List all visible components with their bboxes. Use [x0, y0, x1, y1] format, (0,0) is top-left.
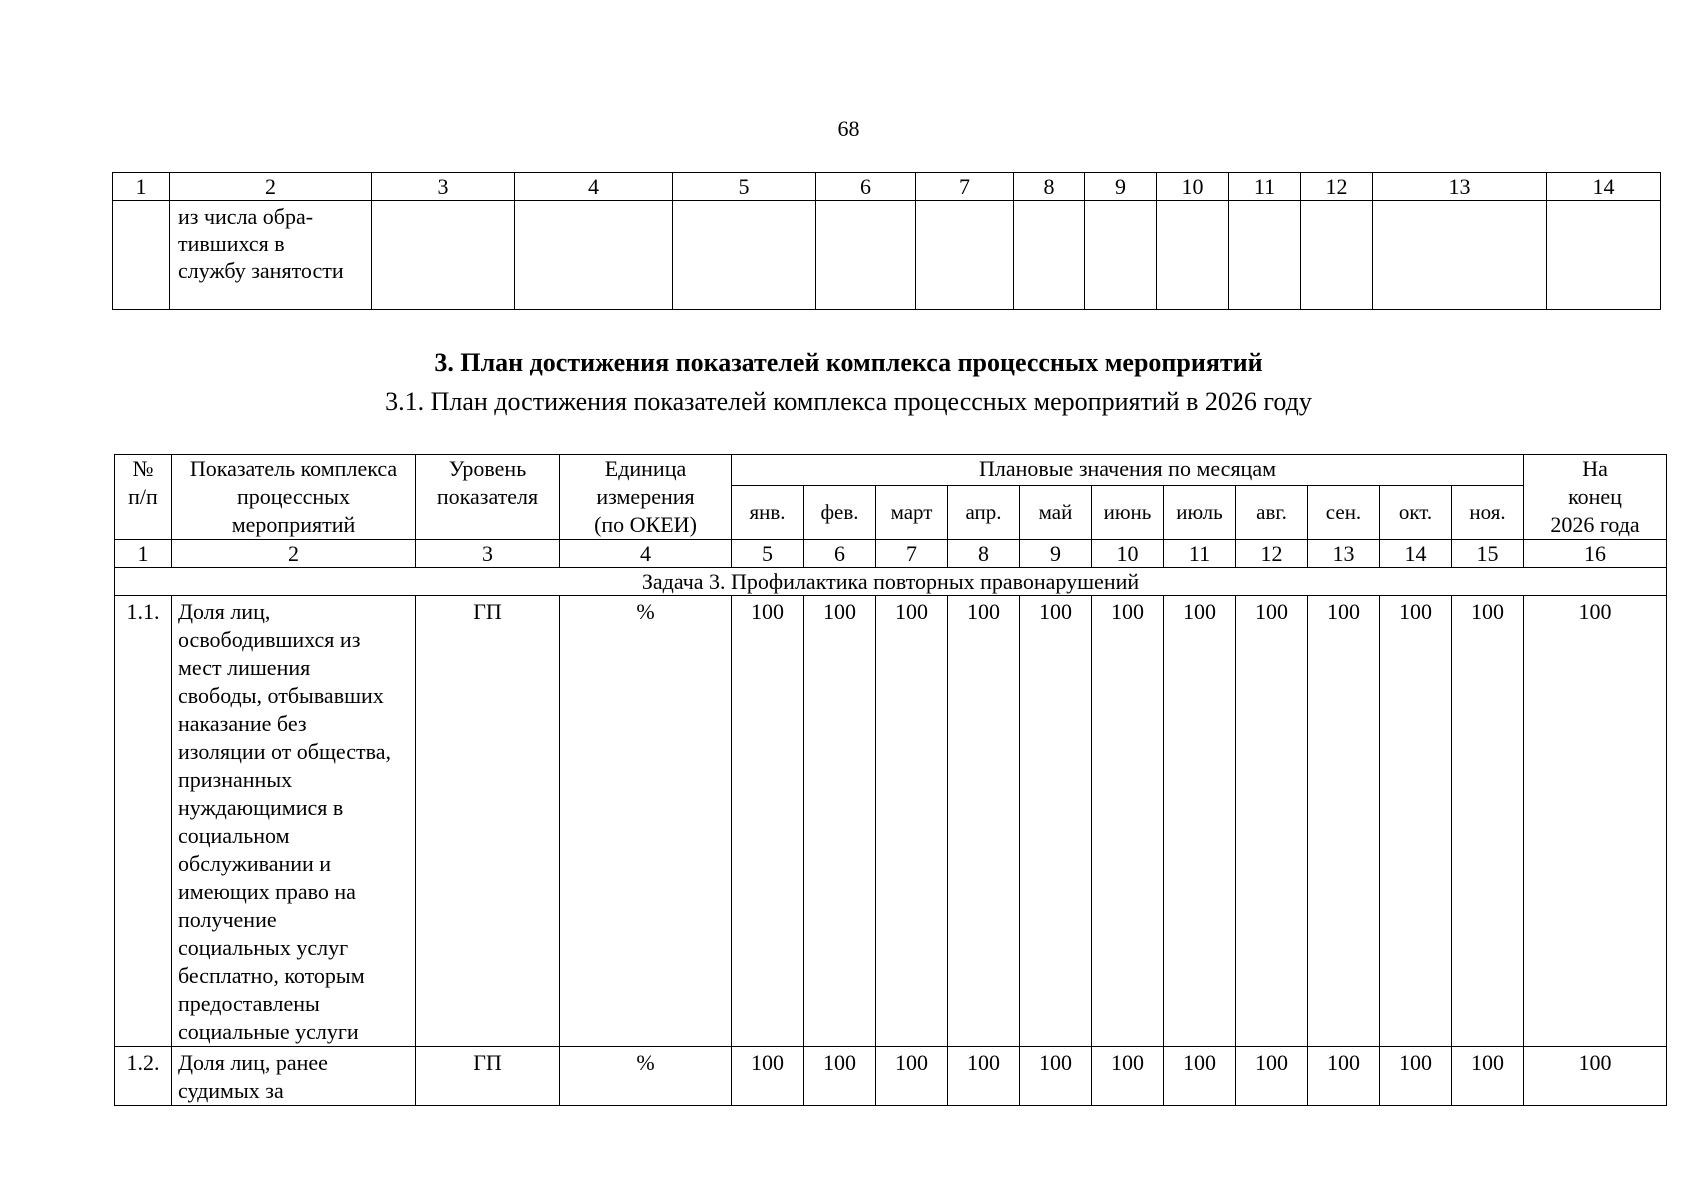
- subsection-title: 3.1. План достижения показателей комплекса процессных мероприятий в 2026 году: [385, 387, 1312, 416]
- column-number: 12: [1301, 173, 1373, 201]
- column-number: 3: [372, 173, 515, 201]
- table-row: [115, 596, 1667, 1047]
- month-value: 100: [1164, 596, 1236, 1047]
- section-title: 3. План достижения показателей комплекса процессных мероприятий: [434, 348, 1263, 377]
- table-row: [115, 1047, 1667, 1106]
- header-unit: [560, 455, 732, 540]
- month-header: май: [1020, 485, 1092, 539]
- month-header: фев.: [804, 485, 876, 539]
- text-line: изоляции от общества,: [178, 739, 391, 764]
- column-numbers-row: [115, 540, 1667, 568]
- month-value: 100: [732, 1047, 804, 1106]
- empty-cell: [1157, 201, 1229, 310]
- column-number: 10: [1157, 173, 1229, 201]
- empty-cell: [113, 201, 170, 310]
- month-value: 100: [1452, 596, 1524, 1047]
- month-value: 100: [804, 596, 876, 1047]
- end-of-year-value: 100: [1524, 596, 1667, 1047]
- header-line: 2026 года: [1550, 512, 1640, 537]
- empty-cell: [1229, 201, 1301, 310]
- header-line: №: [132, 456, 154, 481]
- task-row: [115, 568, 1667, 596]
- column-number: 13: [1373, 173, 1547, 201]
- column-number: 8: [948, 540, 1020, 568]
- header-line: На: [1582, 456, 1608, 481]
- header-line: (по ОКЕИ): [594, 512, 697, 537]
- text-line: Доля лиц, ранее: [178, 1050, 328, 1075]
- month-value: 100: [1020, 1047, 1092, 1106]
- text-line: социальные услуги: [178, 1019, 359, 1044]
- column-number: 11: [1229, 173, 1301, 201]
- header-line: п/п: [128, 484, 158, 509]
- column-number: 12: [1236, 540, 1308, 568]
- column-number: 2: [172, 540, 416, 568]
- table-row: [113, 201, 1661, 310]
- header-line: Единица: [604, 456, 687, 481]
- column-number: 3: [416, 540, 560, 568]
- header-num: [115, 455, 172, 540]
- row-number: 1.1.: [115, 596, 172, 1047]
- month-value: 100: [1236, 596, 1308, 1047]
- text-line: наказание без: [178, 711, 307, 736]
- month-header: янв.: [732, 485, 804, 539]
- month-header: авг.: [1236, 485, 1308, 539]
- unit-cell: %: [560, 1047, 732, 1106]
- header-indicator: [172, 455, 416, 540]
- column-number: 9: [1020, 540, 1092, 568]
- indicator-level: ГП: [416, 596, 560, 1047]
- month-header: окт.: [1380, 485, 1452, 539]
- unit-cell: %: [560, 596, 732, 1047]
- end-of-year-value: 100: [1524, 1047, 1667, 1106]
- row-number: 1.2.: [115, 1047, 172, 1106]
- month-header: ноя.: [1452, 485, 1524, 539]
- column-number: 5: [673, 173, 816, 201]
- indicator-name: [172, 1047, 416, 1106]
- text-line: свободы, отбывавших: [178, 683, 384, 708]
- month-value: 100: [876, 596, 948, 1047]
- header-line: Показатель комплекса: [189, 456, 398, 481]
- month-value: 100: [1092, 596, 1164, 1047]
- text-line: имеющих право на: [178, 879, 356, 904]
- column-number: 5: [732, 540, 804, 568]
- month-value: 100: [948, 596, 1020, 1047]
- header-end-of-year: [1524, 455, 1667, 540]
- header-row: [115, 455, 1667, 486]
- indicator-continuation-cell: [170, 201, 372, 310]
- text-line: признанных: [178, 767, 293, 792]
- header-line: мероприятий: [231, 512, 356, 537]
- month-header: апр.: [948, 485, 1020, 539]
- month-value: 100: [1308, 596, 1380, 1047]
- month-value: 100: [876, 1047, 948, 1106]
- month-value: 100: [732, 596, 804, 1047]
- page-number: 68: [837, 116, 860, 141]
- column-number: 16: [1524, 540, 1667, 568]
- empty-cell: [515, 201, 673, 310]
- text-line: тившихся в: [178, 231, 285, 256]
- header-line: Уровень: [448, 456, 527, 481]
- header-planned-values: Плановые значения по месяцам: [732, 455, 1524, 486]
- column-number: 8: [1014, 173, 1085, 201]
- column-number: 6: [804, 540, 876, 568]
- text-line: судимых за: [178, 1078, 284, 1103]
- column-number: 7: [876, 540, 948, 568]
- column-number: 14: [1547, 173, 1661, 201]
- empty-cell: [1373, 201, 1547, 310]
- empty-cell: [1547, 201, 1661, 310]
- text-line: мест лишения: [178, 655, 311, 680]
- column-number: 1: [113, 173, 170, 201]
- month-header: июнь: [1092, 485, 1164, 539]
- empty-cell: [372, 201, 515, 310]
- text-line: из числа обра-: [178, 204, 314, 229]
- column-number: 6: [816, 173, 916, 201]
- month-value: 100: [1164, 1047, 1236, 1106]
- column-number: 11: [1164, 540, 1236, 568]
- text-line: освободившихся из: [178, 627, 361, 652]
- month-value: 100: [1092, 1047, 1164, 1106]
- month-header: сен.: [1308, 485, 1380, 539]
- month-value: 100: [948, 1047, 1020, 1106]
- header-line: показателя: [436, 484, 539, 509]
- column-number: 14: [1380, 540, 1452, 568]
- header-line: конец: [1568, 484, 1622, 509]
- task-title: Задача 3. Профилактика повторных правонарушений: [115, 568, 1667, 596]
- month-header: март: [876, 485, 948, 539]
- header-line: процессных: [237, 484, 350, 509]
- month-value: 100: [1020, 596, 1092, 1047]
- column-number: 2: [170, 173, 372, 201]
- column-number: 15: [1452, 540, 1524, 568]
- text-line: получение: [178, 907, 277, 932]
- continued-table: [112, 172, 1661, 310]
- text-line: бесплатно, которым: [178, 963, 365, 988]
- empty-cell: [673, 201, 816, 310]
- text-line: социальном: [178, 823, 290, 848]
- column-number: 4: [515, 173, 673, 201]
- indicator-name: [172, 596, 416, 1047]
- month-header: июль: [1164, 485, 1236, 539]
- indicator-level: ГП: [416, 1047, 560, 1106]
- month-value: 100: [1236, 1047, 1308, 1106]
- text-line: предоставлены: [178, 991, 320, 1016]
- plan-table: [114, 454, 1667, 1106]
- column-number: 1: [115, 540, 172, 568]
- column-number: 10: [1092, 540, 1164, 568]
- empty-cell: [1301, 201, 1373, 310]
- column-number: 7: [916, 173, 1014, 201]
- continued-table-header-row: [113, 173, 1661, 201]
- empty-cell: [816, 201, 916, 310]
- month-value: 100: [1308, 1047, 1380, 1106]
- text-line: Доля лиц,: [178, 599, 271, 624]
- header-level: [416, 455, 560, 540]
- column-number: 13: [1308, 540, 1380, 568]
- text-line: социальных услуг: [178, 935, 349, 960]
- header-line: измерения: [596, 484, 695, 509]
- empty-cell: [1085, 201, 1157, 310]
- text-line: службу занятости: [178, 258, 344, 283]
- text-line: нуждающимися в: [178, 795, 344, 820]
- month-value: 100: [1380, 1047, 1452, 1106]
- column-number: 4: [560, 540, 732, 568]
- column-number: 9: [1085, 173, 1157, 201]
- month-value: 100: [1452, 1047, 1524, 1106]
- empty-cell: [916, 201, 1014, 310]
- month-value: 100: [804, 1047, 876, 1106]
- month-value: 100: [1380, 596, 1452, 1047]
- text-line: обслуживании и: [178, 851, 332, 876]
- empty-cell: [1014, 201, 1085, 310]
